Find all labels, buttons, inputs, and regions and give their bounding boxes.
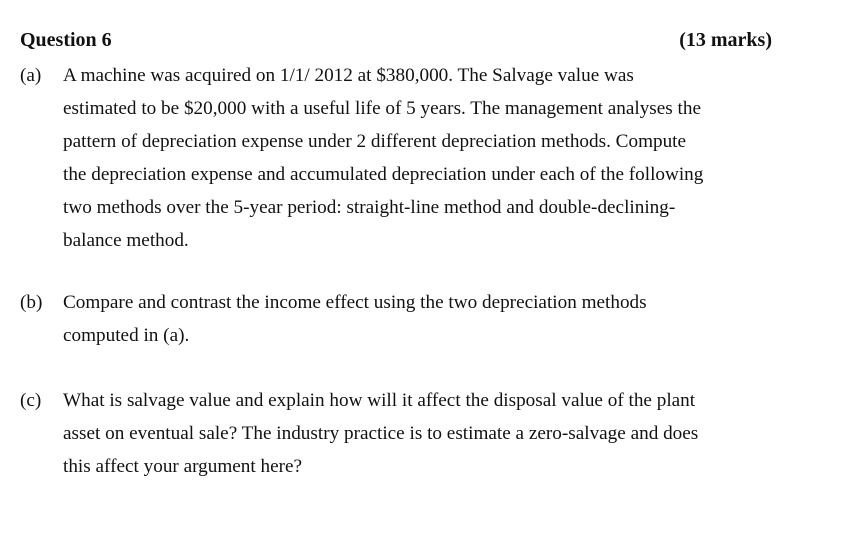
question-title: Question 6 [20, 29, 112, 51]
part-c-line-3: this affect your argument here? [63, 456, 303, 477]
part-a-line-3: pattern of depreciation expense under 2 different depreciation methods. Compute [63, 131, 687, 152]
part-c-line-2: asset on eventual sale? The industry practice is to estimate a zero-salvage and does [63, 423, 699, 444]
question-header [20, 29, 772, 57]
part-c-label: (c) [20, 390, 42, 411]
part-a-line-1: A machine was acquired on 1/1/ 2012 at $380,000. The Salvage value was [63, 65, 634, 86]
part-c-text [63, 384, 803, 483]
part-b-line-1: Compare and contrast the income effect using the two depreciation methods [63, 292, 647, 313]
part-a-line-2: estimated to be $20,000 with a useful life of 5 years. The management analyses the [63, 98, 701, 119]
part-c [20, 384, 800, 484]
part-a-line-4: the depreciation expense and accumulated depreciation under each of the following [63, 164, 704, 185]
part-b-text [63, 286, 803, 352]
part-a [20, 59, 800, 259]
part-b-line-2: computed in (a). [63, 325, 190, 346]
question-marks: (13 marks) [679, 29, 772, 51]
part-b [20, 286, 800, 356]
part-b-label: (b) [20, 292, 43, 313]
part-a-text [63, 59, 803, 257]
part-a-line-6: balance method. [63, 230, 189, 251]
part-c-line-1: What is salvage value and explain how will it affect the disposal value of the plant [63, 390, 696, 411]
part-a-label: (a) [20, 65, 42, 86]
part-a-line-5: two methods over the 5-year period: straight-line method and double-declining- [63, 197, 676, 218]
